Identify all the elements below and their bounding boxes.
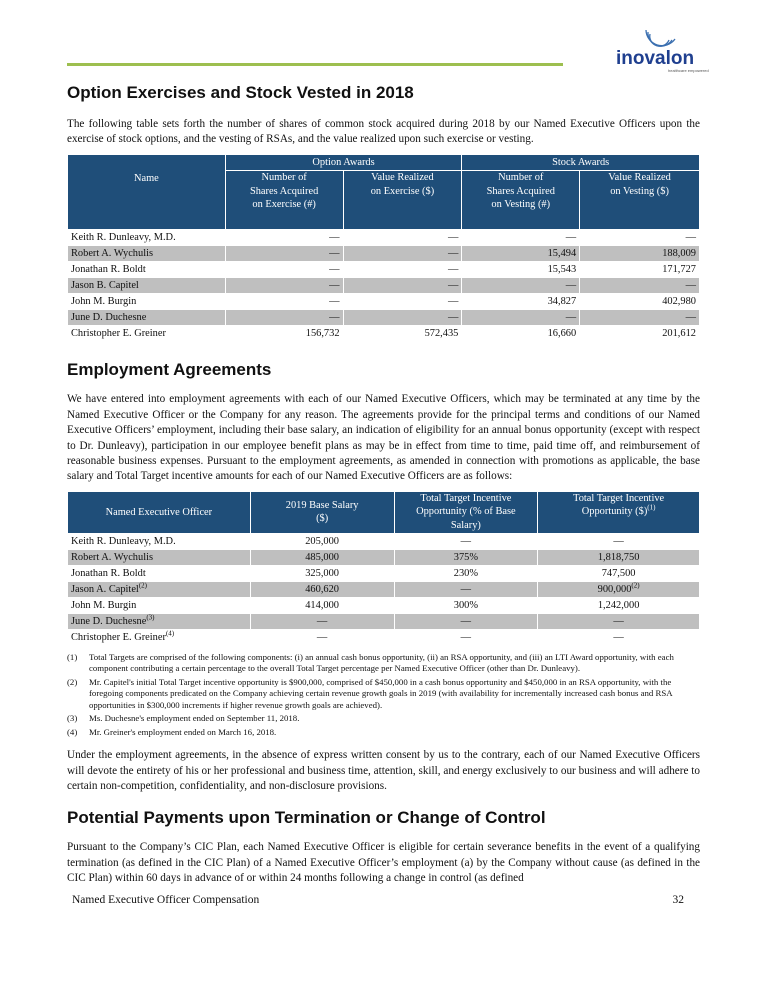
- footer-section-name: Named Executive Officer Compensation: [72, 893, 260, 906]
- footnote: [67, 677, 700, 712]
- footnote-number: (3): [67, 713, 78, 724]
- target-pct: —: [394, 533, 538, 549]
- section-title-option-exercises: Option Exercises and Stock Vested in 2018: [67, 83, 414, 102]
- target-pct: 375%: [394, 549, 538, 565]
- col-header-name: Name: [68, 171, 226, 230]
- header-text: Total Target Incentive Opportunity ($): [573, 492, 665, 518]
- employment-agreements-closing: Under the employment agreements, in the absence of express written consent by us to the contrary, each of our Named Executive Officers will devote the entirety of his or her professional and business time, attention, skill, and energy exclusively to our business and will adhere to certain non‑competition, confidentiality, and non‑disclosure provisions.: [67, 749, 700, 793]
- cell-value: 201,612: [580, 326, 700, 342]
- officer-name: June D. Duchesne: [68, 310, 226, 326]
- col-header-target-amount: [538, 491, 700, 533]
- table-row: [68, 246, 700, 262]
- footnote: [67, 713, 700, 725]
- cell-value: —: [462, 278, 580, 294]
- cell-value: 15,543: [462, 262, 580, 278]
- potential-payments-intro: Pursuant to the Company’s CIC Plan, each Named Executive Officer is eligible for certain severance benefits in the event of a qualifying termination (as defined in the CIC Plan) of a Named Executive Officer’s employment (a) by the Company without cause (as defined in the CIC Plan) within 60 days in advance of or within 24 months following a change in control (as defined: [67, 841, 700, 885]
- col-header-base-salary: 2019 Base Salary ($): [250, 491, 394, 533]
- target-amount: [538, 533, 700, 549]
- col-header-target-pct: Total Target Incentive Opportunity (% of Base Salary): [394, 491, 538, 533]
- base-salary: 414,000: [250, 597, 394, 613]
- target-pct: —: [394, 629, 538, 645]
- cell-value: 188,009: [580, 246, 700, 262]
- officer-name: [68, 549, 251, 565]
- col-header-value-exercise: Value Realized on Exercise ($): [343, 171, 462, 230]
- amount-text: —: [613, 615, 624, 627]
- col-header-shares-exercise: Number of Shares Acquired on Exercise (#): [225, 171, 343, 230]
- table-row: [68, 278, 700, 294]
- table-row: [68, 565, 700, 581]
- target-amount: [538, 581, 700, 597]
- officer-name: [68, 565, 251, 581]
- group-header-stock-awards: Stock Awards: [462, 154, 700, 171]
- footnote-ref: (1): [647, 503, 656, 512]
- cell-value: 171,727: [580, 262, 700, 278]
- amount-text: —: [613, 631, 624, 643]
- inovalon-logo: [610, 28, 720, 78]
- col-header-officer: Named Executive Officer: [68, 491, 251, 533]
- cell-value: —: [343, 230, 462, 246]
- officer-name: Christopher E. Greiner: [68, 326, 226, 342]
- target-amount: [538, 629, 700, 645]
- target-amount: [538, 565, 700, 581]
- cell-value: —: [225, 310, 343, 326]
- col-header-shares-vesting: Number of Shares Acquired on Vesting (#): [462, 171, 580, 230]
- base-salary: —: [250, 613, 394, 629]
- table-row: [68, 549, 700, 565]
- cell-value: —: [225, 278, 343, 294]
- footnote-ref: (2): [138, 581, 147, 590]
- target-amount: [538, 549, 700, 565]
- cell-value: —: [462, 230, 580, 246]
- amount-text: 1,818,750: [597, 551, 640, 563]
- footnote-text: Total Targets are comprised of the following components: (i) an annual cash bonus opportunity, (ii) an RSA opportunity, and (iii) an LTI Award opportunity, with each component contributing a certain percentage to the overall Total Target percentage per Named Executive Officer (other than Dr. Dunleavy).: [89, 651, 674, 674]
- table-row: [68, 629, 700, 645]
- base-salary: 485,000: [250, 549, 394, 565]
- footnotes: [67, 652, 700, 741]
- page-number: 32: [672, 893, 684, 906]
- table-row: [68, 294, 700, 310]
- col-header-value-vesting: Value Realized on Vesting ($): [580, 171, 700, 230]
- officer-name: Jason B. Capitel: [68, 278, 226, 294]
- name-text: June D. Duchesne: [71, 615, 147, 627]
- table-row: [68, 262, 700, 278]
- target-pct: —: [394, 613, 538, 629]
- cell-value: —: [343, 278, 462, 294]
- cell-value: —: [225, 246, 343, 262]
- base-salary: 460,620: [250, 581, 394, 597]
- officer-name: [68, 629, 251, 645]
- footnote: [67, 652, 700, 675]
- section-title-employment-agreements: Employment Agreements: [67, 360, 272, 380]
- target-amount: [538, 613, 700, 629]
- header-blank: [68, 154, 226, 171]
- cell-value: 15,494: [462, 246, 580, 262]
- name-text: Jonathan R. Boldt: [71, 567, 146, 579]
- officer-name: John M. Burgin: [68, 294, 226, 310]
- footnote-text: Mr. Capitel's initial Total Target incentive opportunity is $900,000, comprised of $450,000 in a cash bonus opportunity and $450,000 in an RSA opportunity, with the foregoing components predicated on the Company achieving certain revenue growth goals in 2019 (with availability for incrementally increased cash bonus and RSA opportunities in $300,000 increments if higher revenue growth goals are achieved).: [89, 676, 673, 710]
- section-title-potential-payments: Potential Payments upon Termination or Change of Control: [67, 808, 546, 828]
- base-salary: 325,000: [250, 565, 394, 581]
- cell-value: —: [225, 262, 343, 278]
- cell-value: —: [225, 294, 343, 310]
- cell-value: —: [580, 278, 700, 294]
- footnote-ref: (4): [165, 629, 175, 638]
- cell-value: —: [580, 230, 700, 246]
- footnote-number: (1): [67, 651, 78, 662]
- header-rule: [67, 63, 563, 66]
- name-text: Jason A. Capitel: [71, 583, 139, 595]
- officer-name: [68, 533, 251, 549]
- cell-value: 402,980: [580, 294, 700, 310]
- employment-agreements-table: [67, 491, 700, 646]
- page-footer: [67, 893, 700, 907]
- target-pct: 230%: [394, 565, 538, 581]
- option-exercises-intro: The following table sets forth the number of shares of common stock acquired during 2018 by our Named Executive Officers upon the exercise of stock options, and the vesting of RSAs, and the value realized upon such exercise or vesting.: [67, 118, 700, 146]
- cell-value: 156,732: [225, 326, 343, 342]
- table-row: [68, 310, 700, 326]
- svg-text:healthcare empowered: healthcare empowered: [668, 68, 709, 73]
- employment-agreements-intro: We have entered into employment agreements with each of our Named Executive Officers, which may be terminated at any time by the Named Executive Officer or the Company for any reason. The agreements provide for the principal terms and conditions of our Named Executive Officers’ employment, including their base salary, an indication of eligibility for an annual bonus opportunity (except with respect to Dr. Dunleavy), participation in our employee benefit plans as may be in effect from time to time, paid time off, and reimbursement of reasonable business expenses. Pursuant to the employment agreements, as amended in connection with promotions as applicable, the base salary and Total Target incentive amounts for each of our Named Executive Officers are as follows:: [67, 393, 700, 483]
- table-row: [68, 533, 700, 549]
- amount-text: —: [613, 535, 624, 547]
- target-pct: —: [394, 581, 538, 597]
- cell-value: 34,827: [462, 294, 580, 310]
- footnote-number: (4): [67, 726, 78, 737]
- table-row: [68, 613, 700, 629]
- cell-value: —: [462, 310, 580, 326]
- officer-name: [68, 581, 251, 597]
- target-amount: [538, 597, 700, 613]
- base-salary: —: [250, 629, 394, 645]
- table-row: [68, 597, 700, 613]
- footnote-ref: (2): [631, 581, 640, 590]
- cell-value: —: [225, 230, 343, 246]
- target-pct: 300%: [394, 597, 538, 613]
- officer-name: Jonathan R. Boldt: [68, 262, 226, 278]
- officer-name: Robert A. Wychulis: [68, 246, 226, 262]
- footnote-ref: (3): [146, 613, 155, 622]
- cell-value: —: [343, 262, 462, 278]
- name-text: Robert A. Wychulis: [71, 551, 154, 563]
- officer-name: [68, 597, 251, 613]
- cell-value: —: [343, 310, 462, 326]
- amount-text: 747,500: [601, 567, 636, 579]
- svg-text:inovalon: inovalon: [616, 48, 695, 69]
- amount-text: 1,242,000: [597, 599, 640, 611]
- base-salary: 205,000: [250, 533, 394, 549]
- name-text: John M. Burgin: [71, 599, 137, 611]
- footnote-number: (2): [67, 676, 78, 687]
- cell-value: —: [343, 246, 462, 262]
- group-header-option-awards: Option Awards: [225, 154, 462, 171]
- cell-value: 16,660: [462, 326, 580, 342]
- table-row: [68, 581, 700, 597]
- cell-value: —: [580, 310, 700, 326]
- option-exercises-table: [67, 154, 700, 343]
- table-row: [68, 326, 700, 342]
- footnote: [67, 727, 700, 739]
- footnote-text: Mr. Greiner's employment ended on March 16, 2018.: [89, 726, 277, 737]
- name-text: Keith R. Dunleavy, M.D.: [71, 535, 176, 547]
- officer-name: [68, 613, 251, 629]
- cell-value: 572,435: [343, 326, 462, 342]
- amount-text: 900,000: [597, 583, 632, 595]
- table-row: [68, 230, 700, 246]
- officer-name: Keith R. Dunleavy, M.D.: [68, 230, 226, 246]
- footnote-text: Ms. Duchesne's employment ended on September 11, 2018.: [89, 713, 300, 724]
- name-text: Christopher E. Greiner: [71, 631, 166, 643]
- cell-value: —: [343, 294, 462, 310]
- page-content: [67, 83, 700, 907]
